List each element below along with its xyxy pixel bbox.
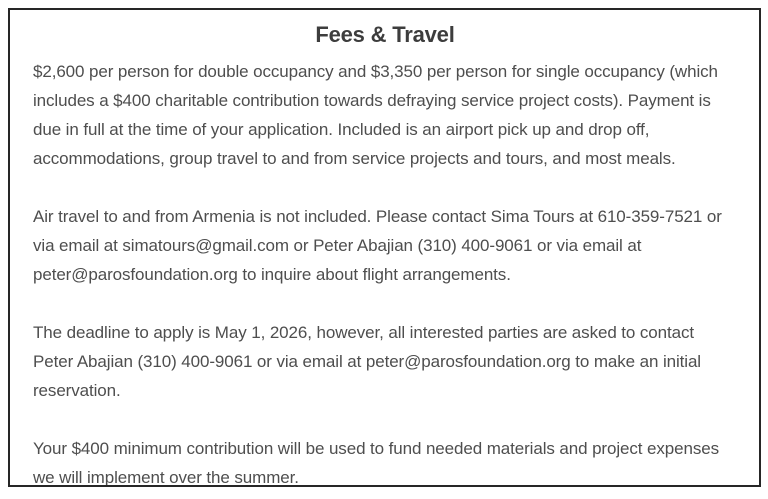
paragraph-contribution-use: Your $400 minimum contribution will be used to fund needed materials and project expenses we will implement over the summer. (33, 439, 720, 487)
fees-travel-title: Fees & Travel (315, 22, 455, 47)
paragraph-application-deadline: The deadline to apply is May 1, 2026, however, all interested parties are asked to contact Peter Abajian (310) 400-9061 or via email at peter@parosfoundation.org to make an initial reservation. (33, 323, 701, 400)
paragraph-fees-occupancy: $2,600 per person for double occupancy and $3,350 per person for single occupancy (which includes a $400 charitable contribution towards defraying service project costs). Payment is due in full at the time of your application. Included is an airport pick up and drop off, accommodations, group travel to and from service projects and tours, and most meals. (33, 62, 718, 168)
fees-travel-card (8, 8, 761, 487)
paragraph-air-travel-contacts: Air travel to and from Armenia is not included. Please contact Sima Tours at 610-359-7521 or via email at simatours@gmail.com or Peter Abajian (310) 400-9061 or via email at peter@parosfoundation.org to inquire about flight arrangements. (33, 207, 722, 284)
